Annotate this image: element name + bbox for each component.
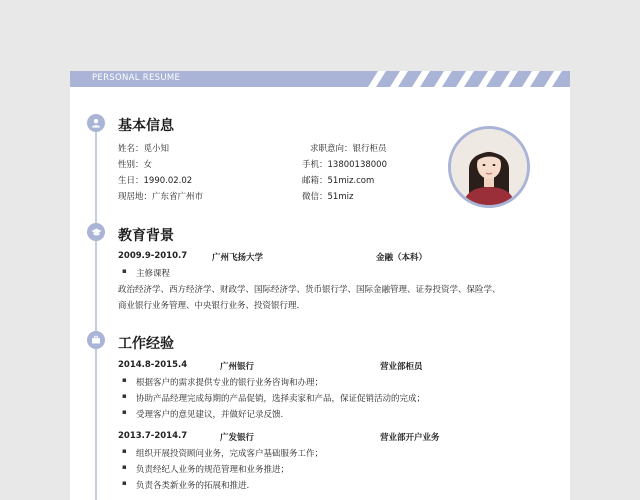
info-wechat: 微信：51miz <box>302 192 354 202</box>
header-banner <box>70 71 570 87</box>
education-major: 金融（本科） <box>376 253 428 263</box>
job-duty: ▪ 根据客户的需求提供专业的银行业务咨询和办理； <box>136 376 323 388</box>
info-gender: 性别：女 <box>118 160 153 170</box>
info-name: 姓名：觅小知 <box>118 144 170 154</box>
info-email: 邮箱：51miz.com <box>302 176 375 186</box>
banner-label: PERSONAL RESUME <box>92 73 181 83</box>
timeline-line <box>95 123 97 500</box>
info-phone: 手机：13800138000 <box>302 160 388 170</box>
job-duty: ▪ 协助产品经理完成每期的产品促销，选择卖家和产品，保证促销活动的完成； <box>136 392 425 404</box>
info-residence: 现居地：广东省广州市 <box>118 192 204 202</box>
education-date: 2009.9-2010.7 <box>118 251 188 261</box>
resume-page <box>70 71 570 500</box>
profile-photo <box>448 126 530 208</box>
job-duty: ▪ 负责经纪人业务的规范管理和业务推进； <box>136 463 289 475</box>
job-date: 2013.7-2014.7 <box>118 431 188 441</box>
job-company: 广发银行 <box>220 433 255 443</box>
info-birthday: 生日：1990.02.02 <box>118 176 193 186</box>
education-school: 广州飞扬大学 <box>212 253 264 263</box>
job-role: 营业部开户业务 <box>380 433 440 443</box>
section-title-work: 工作经验 <box>118 336 174 352</box>
courses-label: ▪ 主修课程 <box>136 267 170 279</box>
banner-stripes <box>360 71 570 87</box>
portrait-illustration <box>451 129 527 205</box>
job-duty: ▪ 负责各类新业务的拓展和推进. <box>136 479 249 491</box>
info-job-intent: 求职意向：银行柜员 <box>310 144 387 154</box>
briefcase-icon <box>87 331 105 349</box>
job-duty: ▪ 受理客户的意见建议，并做好记录反馈. <box>136 408 283 420</box>
section-title-basic: 基本信息 <box>118 118 174 134</box>
person-icon <box>87 114 105 132</box>
job-role: 营业部柜员 <box>380 362 423 372</box>
job-date: 2014.8-2015.4 <box>118 360 188 370</box>
graduation-cap-icon <box>87 223 105 241</box>
courses-line-1: 政治经济学、西方经济学、财政学、国际经济学、货币银行学、国际金融管理、证券投资学、保险学、 <box>118 285 501 295</box>
job-company: 广州银行 <box>220 362 255 372</box>
section-title-education: 教育背景 <box>118 228 174 244</box>
job-duty: ▪ 组织开展投资顾问业务，完成客户基础服务工作； <box>136 447 323 459</box>
courses-line-2: 商业银行业务管理、中央银行业务、投资银行理. <box>118 301 300 311</box>
